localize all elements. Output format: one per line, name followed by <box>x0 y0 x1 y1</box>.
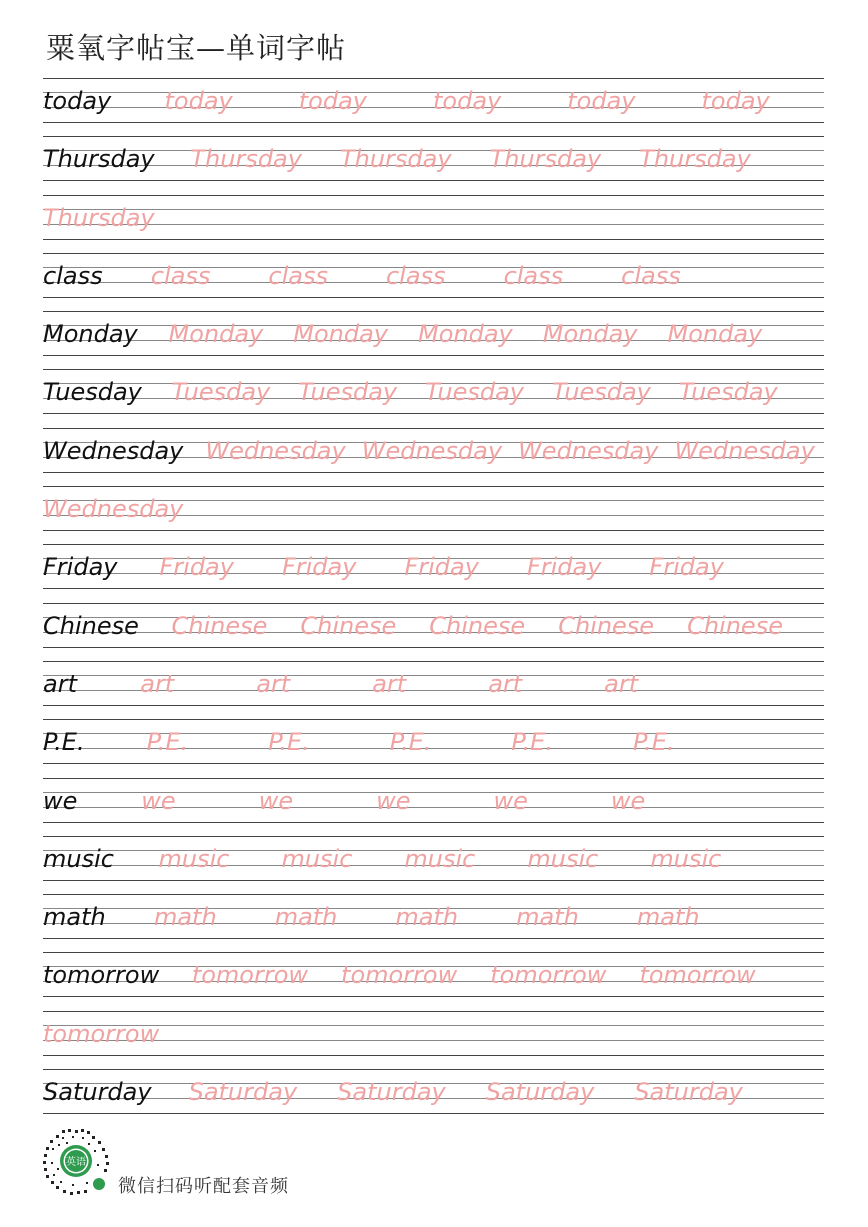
guide-line <box>43 705 824 706</box>
trace-word: Tuesday <box>425 378 524 407</box>
guide-line <box>43 1040 824 1041</box>
trace-word: music <box>158 844 230 873</box>
trace-word: we <box>610 786 646 815</box>
practice-row <box>43 195 824 253</box>
trace-word: math <box>395 903 459 932</box>
trace-word: Monday <box>542 320 638 349</box>
word-line <box>43 842 721 876</box>
guide-line <box>43 544 824 545</box>
practice-row <box>43 311 824 369</box>
word-line <box>43 784 645 818</box>
model-word: Tuesday <box>43 378 142 407</box>
trace-word: Monday <box>667 320 763 349</box>
word-line <box>43 492 183 526</box>
word-line <box>43 84 770 118</box>
guide-line <box>43 603 824 604</box>
trace-word: Thursday <box>190 145 302 174</box>
guide-line <box>43 763 824 764</box>
practice-sheet <box>43 78 824 1127</box>
guide-line <box>43 778 824 779</box>
trace-word: Wednesday <box>205 436 346 465</box>
trace-word: Wednesday <box>674 436 815 465</box>
model-word: Monday <box>43 320 138 349</box>
word-line <box>43 375 778 409</box>
trace-word: Chinese <box>558 611 655 640</box>
trace-word: we <box>493 786 528 815</box>
model-word: Friday <box>43 553 118 582</box>
word-line <box>43 1075 743 1109</box>
trace-word: art <box>604 669 639 698</box>
trace-word: Friday <box>281 553 357 582</box>
guide-line <box>43 530 824 531</box>
bottom-rule <box>43 1113 824 1114</box>
practice-row <box>43 1011 824 1069</box>
guide-line <box>43 822 824 823</box>
model-word: music <box>43 844 114 873</box>
guide-line <box>43 661 824 662</box>
guide-line <box>43 1011 824 1012</box>
trace-word: Monday <box>168 320 264 349</box>
guide-line <box>43 355 824 356</box>
trace-word: Chinese <box>300 611 397 640</box>
guide-line <box>43 297 824 298</box>
trace-word: P.E. <box>268 728 310 757</box>
trace-word: art <box>256 669 291 698</box>
trace-word: today <box>701 87 770 115</box>
word-line <box>43 201 155 235</box>
guide-line <box>43 413 824 414</box>
trace-word: art <box>372 669 407 698</box>
trace-word: Friday <box>649 553 724 582</box>
trace-word: P.E. <box>146 728 189 757</box>
trace-word: P.E. <box>511 728 553 757</box>
trace-word: Monday <box>293 320 388 349</box>
guide-line <box>43 78 824 79</box>
trace-word: tomorrow <box>490 961 607 990</box>
practice-row <box>43 894 824 952</box>
word-line <box>43 725 675 759</box>
word-line <box>43 667 638 701</box>
trace-word: art <box>140 669 175 698</box>
qr-caption: 微信扫码听配套音频 <box>118 1176 289 1197</box>
trace-word: class <box>150 261 211 290</box>
trace-word: Saturday <box>485 1078 595 1107</box>
trace-word: Tuesday <box>171 378 271 407</box>
trace-word: P.E. <box>389 728 432 757</box>
guide-line <box>43 952 824 953</box>
model-word: math <box>43 903 106 932</box>
page-title: 粟氧字帖宝—单词字帖 <box>46 31 347 65</box>
practice-row <box>43 544 824 602</box>
guide-line <box>43 428 824 429</box>
trace-word: Saturday <box>188 1078 298 1107</box>
guide-line <box>43 996 824 997</box>
model-word: we <box>43 786 78 815</box>
guide-line <box>43 209 824 210</box>
practice-row <box>43 78 824 136</box>
guide-line <box>43 136 824 137</box>
word-line <box>43 1017 159 1051</box>
guide-line <box>43 486 824 487</box>
trace-word: Thursday <box>339 145 452 174</box>
word-line <box>43 142 751 176</box>
trace-word: music <box>281 844 353 873</box>
trace-word: Chinese <box>171 611 268 640</box>
guide-line <box>43 239 824 240</box>
model-word: tomorrow <box>43 961 160 990</box>
model-word: P.E. <box>43 728 85 757</box>
trace-word: we <box>258 786 294 815</box>
practice-row <box>43 136 824 194</box>
trace-word: Thursday <box>43 203 155 232</box>
word-line <box>43 259 681 293</box>
model-word: today <box>43 87 112 115</box>
trace-word: Tuesday <box>552 378 651 407</box>
trace-word: music <box>404 844 476 873</box>
trace-word: Wednesday <box>43 495 184 524</box>
trace-word: tomorrow <box>341 961 458 990</box>
guide-line <box>43 311 824 312</box>
trace-word: Thursday <box>639 145 751 174</box>
trace-word: Tuesday <box>678 378 778 407</box>
word-line <box>43 958 756 992</box>
practice-row <box>43 486 824 544</box>
trace-word: Friday <box>526 553 602 582</box>
trace-word: P.E. <box>632 728 675 757</box>
model-word: Chinese <box>43 611 139 640</box>
trace-word: Monday <box>418 320 513 349</box>
trace-word: Wednesday <box>518 436 659 465</box>
trace-word: Saturday <box>337 1078 446 1107</box>
guide-line <box>43 1069 824 1070</box>
practice-row <box>43 661 824 719</box>
trace-word: we <box>376 786 411 815</box>
word-line <box>43 550 724 584</box>
trace-word: we <box>141 786 176 815</box>
practice-row <box>43 1069 824 1127</box>
trace-word: math <box>636 903 700 932</box>
word-line <box>43 317 762 351</box>
model-word: Wednesday <box>43 436 184 465</box>
guide-line <box>43 1055 824 1056</box>
practice-row <box>43 719 824 777</box>
guide-line <box>43 719 824 720</box>
trace-word: class <box>503 261 564 290</box>
practice-row <box>43 836 824 894</box>
word-line <box>43 434 815 468</box>
guide-line <box>43 880 824 881</box>
guide-line <box>43 1025 824 1026</box>
trace-word: tomorrow <box>43 1019 160 1048</box>
guide-line <box>43 224 824 225</box>
guide-line <box>43 472 824 473</box>
trace-word: tomorrow <box>639 961 756 990</box>
trace-word: art <box>488 669 523 698</box>
guide-line <box>43 195 824 196</box>
qr-code-icon[interactable] <box>42 1128 110 1196</box>
guide-line <box>43 938 824 939</box>
practice-row <box>43 952 824 1010</box>
trace-word: Friday <box>404 553 479 582</box>
model-word: Saturday <box>43 1078 152 1107</box>
qr-badge-label: 英语 <box>66 1157 86 1168</box>
guide-line <box>43 122 824 123</box>
guide-line <box>43 894 824 895</box>
guide-line <box>43 836 824 837</box>
trace-word: Thursday <box>489 145 602 174</box>
trace-word: today <box>433 87 502 115</box>
guide-line <box>43 369 824 370</box>
guide-line <box>43 647 824 648</box>
trace-word: Wednesday <box>361 436 503 465</box>
model-word: class <box>43 261 103 290</box>
word-line <box>43 609 783 643</box>
trace-word: music <box>650 844 722 873</box>
trace-word: class <box>621 261 681 290</box>
trace-word: math <box>153 903 217 932</box>
trace-word: Saturday <box>634 1078 743 1107</box>
trace-word: music <box>527 844 599 873</box>
practice-row <box>43 428 824 486</box>
trace-word: math <box>274 903 338 932</box>
trace-word: Chinese <box>429 611 526 640</box>
practice-row <box>43 603 824 661</box>
trace-word: today <box>567 87 636 115</box>
model-word: Thursday <box>43 145 155 174</box>
guide-line <box>43 588 824 589</box>
trace-word: class <box>268 261 328 290</box>
practice-row <box>43 778 824 836</box>
trace-word: math <box>516 903 579 932</box>
trace-word: tomorrow <box>191 961 309 990</box>
trace-word: class <box>385 261 446 290</box>
practice-row <box>43 253 824 311</box>
guide-line <box>43 253 824 254</box>
trace-word: today <box>298 87 367 115</box>
practice-row <box>43 369 824 427</box>
guide-line <box>43 180 824 181</box>
trace-word: today <box>164 87 233 115</box>
trace-word: Friday <box>159 553 234 582</box>
trace-word: Tuesday <box>298 378 398 407</box>
model-word: art <box>43 669 77 698</box>
trace-word: Chinese <box>687 611 783 640</box>
word-line <box>43 900 700 934</box>
